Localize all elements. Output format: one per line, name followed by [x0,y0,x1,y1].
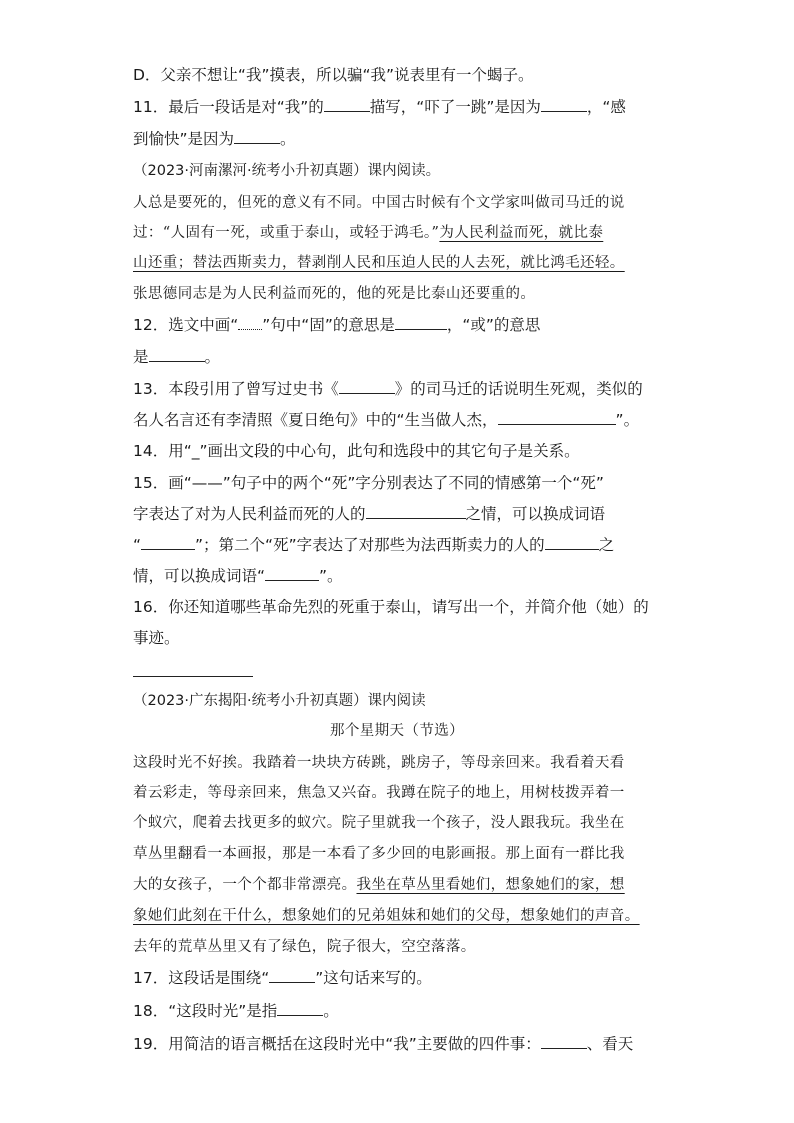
question-11: 11．最后一段话是对“我”的 描写，“吓了一跳”是因为 ，“感 [133,98,626,116]
passage-2-line: 着云彩走，等母亲回来，焦急又兴奋。我蹲在院子的地上，用树枝拨弄着一 [133,785,625,801]
passage-1-line: 山还重；替法西斯卖力，替剥削人民和压迫人民的人去死，就比鸿毛还轻。 [133,255,625,271]
answer-blank[interactable] [339,378,395,394]
option-d: D．父亲不想让“我”摸表，所以骗“我”说表里有一个蝎子。 [133,66,534,84]
question-12: 12．选文中画“ ”句中“固”的意思是 ，“或”的意思 [133,316,541,334]
answer-blank[interactable] [545,534,599,550]
question-17: 17．这段话是围绕“ ”这句话来写的。 [133,969,432,987]
answer-blank[interactable] [366,503,466,519]
answer-blank[interactable] [395,314,447,330]
passage-2-line: 这段时光不好挨。我踏着一块块方砖跳，跳房子，等母亲回来。我看着天看 [133,755,625,771]
answer-blank[interactable] [265,565,319,581]
answer-blank[interactable] [234,128,280,144]
passage-2-line: 个蚁穴，爬着去找更多的蚁穴。院子里就我一个孩子，没人跟我玩。我坐在 [133,815,625,831]
question-16: 16．你还知道哪些革命先烈的死重于泰山，请写出一个，并简介他（她）的 [133,598,649,616]
passage-1-line: 过：“人固有一死，或重于泰山，或轻于鸿毛。”为人民利益而死，就比泰 [133,225,604,241]
question-13-cont: 名人名言还有李清照《夏日绝句》中的“生当做人杰， ”。 [133,411,640,429]
passage-1-line: 张思德同志是为人民利益而死的，他的死是比泰山还要重的。 [133,286,536,302]
passage-2-title: 那个星期天（节选） [329,723,465,739]
answer-blank[interactable] [149,346,205,362]
question-15-cont: 字表达了对为人民利益而死的人的 之情，可以换成词语 [133,505,606,523]
question-11-cont: 到愉快”是因为 。 [133,130,296,148]
question-19: 19．用简洁的语言概括在这段时光中“我”主要做的四件事： 、看天 [133,1035,634,1053]
answer-blank[interactable] [277,1000,323,1016]
passage-2-line: 草丛里翻看一本画报，那是一本看了多少回的电影画报。那上面有一群比我 [133,846,625,862]
section-heading-1: （2023·河南漯河·统考小升初真题）课内阅读。 [133,163,441,179]
wavy-line-mark [238,314,262,330]
passage-1-line: 人总是要死的，但死的意义有不同。中国古时候有个文学家叫做司马迁的说 [133,195,625,211]
question-16-cont: 事迹。 [133,629,180,647]
section-heading-2: （2023·广东揭阳·统考小升初真题）课内阅读 [133,693,426,709]
passage-2-line: 大的女孩子，一个个都非常漂亮。我坐在草丛里看她们，想象她们的家，想 [133,877,625,893]
answer-blank[interactable] [498,409,616,425]
answer-blank[interactable] [141,534,195,550]
question-14: 14．用“_”画出文段的中心句，此句和选段中的其它句子是关系。 [133,442,580,460]
question-13: 13．本段引用了曾写过史书《 》的司马迁的话说明生死观，类似的 [133,380,643,398]
answer-blank[interactable] [541,96,587,112]
answer-blank[interactable] [541,1033,587,1049]
question-18: 18．“这段时光”是指 。 [133,1002,339,1020]
question-15-cont: 情，可以换成词语“ ”。 [133,567,343,585]
question-15: 15．画“——”句子中的两个“死”字分别表达了不同的情感第一个“死” [133,474,604,492]
passage-2-line: 象她们此刻在干什么，想象她们的兄弟姐妹和她们的父母，想象她们的声音。 [133,908,640,924]
answer-blank[interactable] [324,96,370,112]
answer-line[interactable] [133,676,253,677]
passage-2-line: 去年的荒草丛里又有了绿色，院子很大，空空落落。 [133,939,476,955]
question-12-cont: 是 。 [133,348,221,366]
answer-blank[interactable] [269,967,315,983]
question-15-cont: “ ”；第二个“死”字表达了对那些为法西斯卖力的人的 之 [133,536,615,554]
